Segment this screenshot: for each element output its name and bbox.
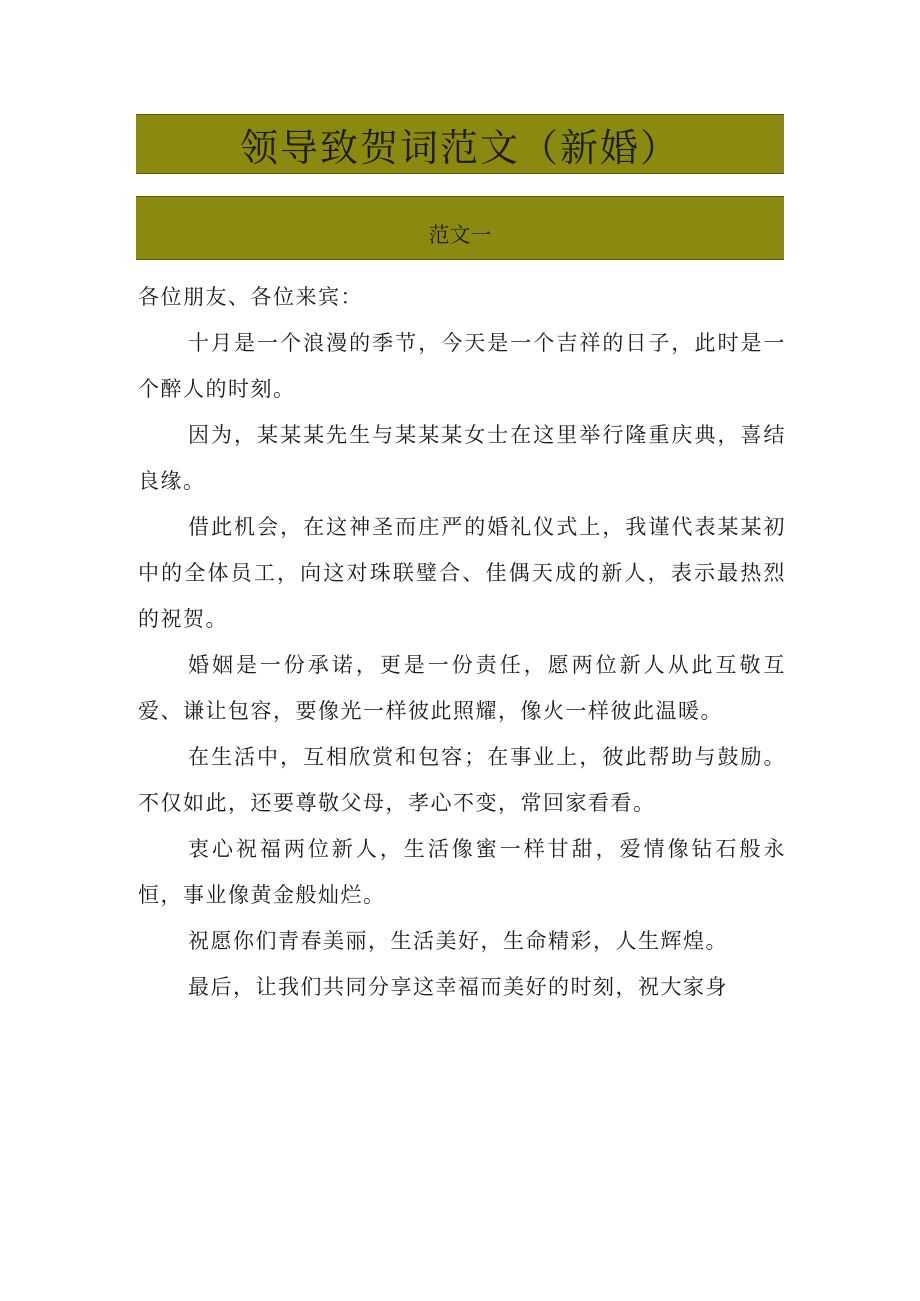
paragraph: 十月是一个浪漫的季节，今天是一个吉祥的日子，此时是一个醉人的时刻。 xyxy=(138,331,786,401)
document-title-band xyxy=(136,114,784,174)
paragraph: 最后，让我们共同分享这幸福而美好的时刻，祝大家身 xyxy=(188,975,728,999)
section-title: 范文一 xyxy=(428,223,492,247)
paragraph: 在生活中，互相欣赏和包容；在事业上，彼此帮助与鼓励。不仅如此，还要尊敬父母，孝心不变，常回家看看。 xyxy=(138,745,786,815)
document-title: 领导致贺词范文（新婚） xyxy=(239,125,680,170)
salutation: 各位朋友、各位来宾： xyxy=(138,285,363,309)
paragraph: 因为，某某某先生与某某某女士在这里举行隆重庆典，喜结良缘。 xyxy=(138,423,786,493)
section-heading-band xyxy=(136,196,784,260)
paragraph: 婚姻是一份承诺，更是一份责任，愿两位新人从此互敬互爱、谦让包容，要像光一样彼此照耀，像火一样彼此温暖。 xyxy=(138,653,786,723)
paragraph: 祝愿你们青春美丽，生活美好，生命精彩，人生辉煌。 xyxy=(188,929,728,953)
paragraph: 衷心祝福两位新人，生活像蜜一样甘甜，爱情像钻石般永恒，事业像黄金般灿烂。 xyxy=(138,837,786,907)
paragraph: 借此机会，在这神圣而庄严的婚礼仪式上，我谨代表某某初中的全体员工，向这对珠联璧合、佳偶天成的新人，表示最热烈的祝贺。 xyxy=(138,515,786,631)
document-body xyxy=(138,274,786,1010)
